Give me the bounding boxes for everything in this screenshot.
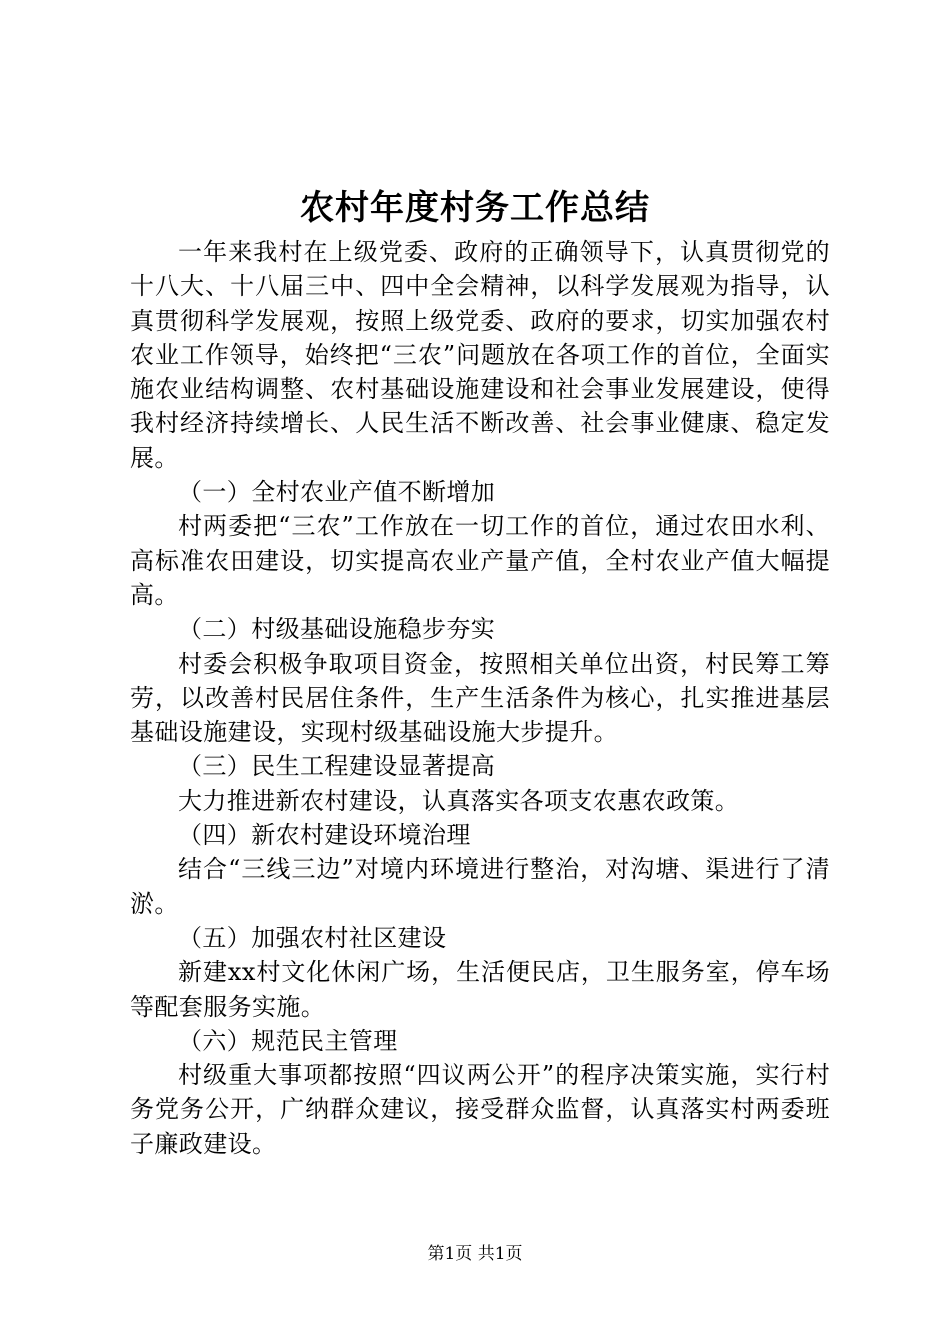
intro-paragraph: 一年来我村在上级党委、政府的正确领导下，认真贯彻党的十八大、十八届三中、四中全会精神，以科学发展观为指导，认真贯彻科学发展观，按照上级党委、政府的要求，切实加强农村农业工作领导，始终把“三农”问题放在各项工作的首位，全面实施农业结构调整、农村基础设施建设和社会事业发展建设，使得我村经济持续增长、人民生活不断改善、社会事业健康、稳定发展。 xyxy=(130,238,830,472)
document-body xyxy=(130,235,830,1161)
section-heading-1: （一）全村农业产值不断增加 xyxy=(178,478,496,507)
section-text-1: 村两委把“三农”工作放在一切工作的首位，通过农田水利、高标准农田建设，切实提高农业产量产值，全村农业产值大幅提高。 xyxy=(130,512,830,609)
section-text-6: 村级重大事项都按照“四议两公开”的程序决策实施，实行村务党务公开，广纳群众建议，接受群众监督，认真落实村两委班子廉政建设。 xyxy=(130,1061,830,1158)
section-text-4: 结合“三线三边”对境内环境进行整治，对沟塘、渠进行了清淤。 xyxy=(130,855,830,918)
section-heading-5: （五）加强农村社区建设 xyxy=(178,923,447,952)
page-footer: 第1页 共1页 xyxy=(427,1244,523,1264)
document-title: 农村年度村务工作总结 xyxy=(300,188,650,228)
section-text-3: 大力推进新农村建设，认真落实各项支农惠农政策。 xyxy=(178,786,740,815)
section-text-2: 村委会积极争取项目资金，按照相关单位出资，村民筹工筹劳，以改善村民居住条件，生产生活条件为核心，扎实推进基层基础设施建设，实现村级基础设施大步提升。 xyxy=(130,649,830,747)
section-heading-6: （六）规范民主管理 xyxy=(178,1026,398,1055)
section-heading-4: （四）新农村建设环境治理 xyxy=(178,821,471,850)
section-heading-2: （二）村级基础设施稳步夯实 xyxy=(178,615,496,644)
section-heading-3: （三）民生工程建设显著提高 xyxy=(178,752,496,781)
section-text-5: 新建xx村文化休闲广场，生活便民店，卫生服务室，停车场等配套服务实施。 xyxy=(130,958,830,1021)
